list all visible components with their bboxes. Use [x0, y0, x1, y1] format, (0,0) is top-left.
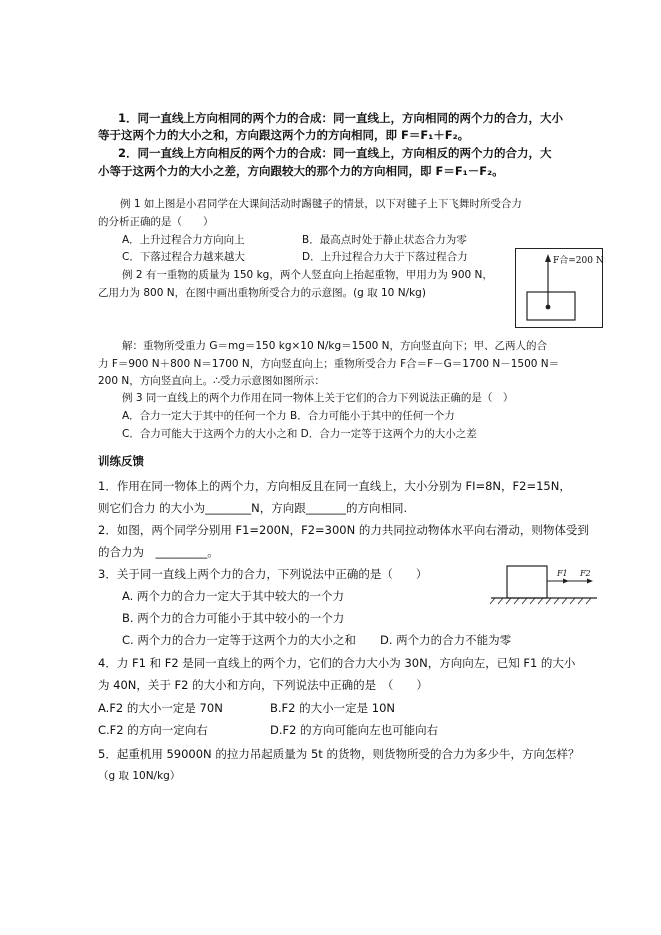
example-2-line-2: 乙用力为 800 N，在图中画出重物所受合力的示意图。(g 取 10 N/kg)	[98, 287, 426, 299]
question-3-stem: 3．关于同一直线上两个力的合力，下列说法中正确的是（ ）	[98, 567, 428, 581]
question-3-option-d: D. 两个力的合力不能为零	[380, 633, 512, 647]
f1-label: F1	[557, 569, 568, 578]
example-2-line-1: 例 2 有一重物的质量为 150 kg，两个人竖直向上抬起重物，甲用力为 900 N，	[122, 269, 493, 281]
block	[507, 566, 547, 598]
f1-arrow-head	[563, 579, 569, 584]
example-3-options-cd: C．合力可能大于这两个力的大小之和 D．合力一定等于这两个力的大小之差	[122, 428, 477, 440]
question-1-line-2: 则它们合力 的大小为________N，方向跟_______的方向相同.	[98, 501, 408, 515]
question-3-option-c: C. 两个力的合力一定等于这两个力的大小之和	[122, 633, 356, 647]
f2-label: F2	[580, 569, 591, 578]
question-4-option-b: B.F2 的大小一定是 10N	[270, 701, 396, 715]
question-4-option-d: D.F2 的方向可能向左也可能向右	[270, 723, 439, 737]
solution-line-1: 解：重物所受重力 G＝mg＝150 kg×10 N/kg＝1500 N，方向竖直向下；甲、乙两人的合	[122, 340, 548, 352]
example-1-option-b: B．最高点时处于静止状态合力为零	[302, 234, 467, 246]
f2-arrow-head	[587, 579, 593, 584]
question-4-option-a: A.F2 的大小一定是 70N	[98, 701, 223, 715]
example-3-line-1: 例 3 同一直线上的两个力作用在同一物体上关于它们的合力下列说法正确的是（ ）	[122, 392, 514, 404]
rule-2-line-2: 小等于这两个力的大小之差，方向跟较大的那个力的方向相同，即 F＝F₁－F₂。	[98, 164, 504, 178]
question-4-line-2: 为 40N，关于 F2 的大小和方向，下列说法中正确的是 （ ）	[98, 678, 428, 692]
practice-heading: 训练反馈	[98, 454, 144, 468]
question-3-option-b: B. 两个力的合力可能小于其中较小的一个力	[122, 611, 345, 625]
example-3-options-ab: A．合力一定大于其中的任何一个力 B．合力可能小于其中的任何一个力	[122, 410, 455, 422]
question-1-line-1: 1．作用在同一物体上的两个力，方向相反且在同一直线上，大小分别为 FI=8N，F2=15N，	[98, 479, 571, 493]
question-3-option-a: A. 两个力的合力一定大于其中较大的一个力	[122, 589, 344, 603]
force-application-point	[546, 305, 551, 310]
force-diagram-figure	[515, 248, 603, 328]
resultant-force-label: F合=200 N	[553, 256, 603, 266]
example-1-option-c: C．下落过程合力越来越大	[122, 251, 245, 263]
pulling-block-figure	[485, 558, 607, 608]
rule-1-line-1: 1．同一直线上方向相同的两个力的合成：同一直线上，方向相同的两个力的合力，大小	[118, 111, 563, 125]
question-5-line-1: 5．起重机用 59000N 的拉力吊起质量为 5t 的货物，则货物所受的合力为多少牛，方向怎样？	[98, 747, 580, 761]
ground-hatching	[490, 598, 591, 604]
solution-line-3: 200 N，方向竖直向上。∴受力示意图如图所示：	[98, 375, 325, 387]
question-4-option-c: C.F2 的方向一定向右	[98, 723, 208, 737]
heavy-object-box	[527, 292, 575, 320]
question-2-line-1: 2．如图，两个同学分别用 F1=200N，F2=300N 的力共同拉动物体水平向右滑动，则物体受到	[98, 523, 589, 537]
example-1-line-1: 例 1 如上图是小君同学在大课间活动时踢毽子的情景，以下对毽子上下飞舞时所受合力	[120, 198, 522, 210]
example-1-option-a: A．上升过程合力方向向上	[122, 234, 245, 246]
question-5-line-2: （g 取 10N/kg）	[98, 770, 181, 782]
question-4-line-1: 4．力 F1 和 F2 是同一直线上的两个力，它们的合力大小为 30N，方向向左，已知 F1 的大小	[98, 656, 576, 670]
solution-line-2: 力 F＝900 N＋800 N＝1700 N，方向竖直向上；重物所受合力 F合＝F－G＝1700 N－1500 N＝	[98, 358, 560, 370]
question-2-line-2: 的合力为 _________。	[98, 545, 219, 559]
rule-2-line-1: 2．同一直线上方向相反的两个力的合成：同一直线上，方向相反的两个力的合力，大	[118, 146, 552, 160]
example-1-option-d: D．上升过程合力大于下落过程合力	[302, 251, 468, 263]
example-1-line-2: 的分析正确的是（ ）	[98, 216, 214, 228]
rule-1-line-2: 等于这两个力的大小之和，方向跟这两个力的方向相同，即 F＝F₁＋F₂。	[98, 128, 470, 142]
